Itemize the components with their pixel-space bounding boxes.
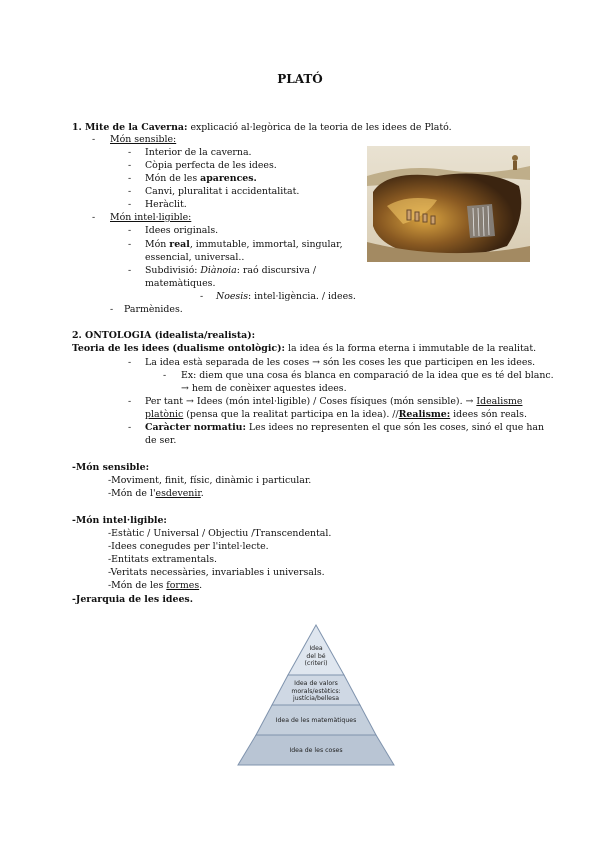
bullet-dash: -: [92, 134, 96, 145]
list-item: La idea està separada de les coses → són les coses les que participen en les idees.: [145, 357, 536, 368]
list-item-continued: matemàtiques.: [145, 278, 216, 289]
section2-heading: 2. ONTOLOGIA (idealista/realista):: [72, 330, 256, 341]
list-item-continued: de ser.: [145, 435, 177, 446]
bullet-dash: -: [128, 147, 132, 158]
list-item: [145, 239, 343, 251]
mon-sensible-label: Món sensible:: [110, 134, 177, 145]
list-item-underline: Idealisme: [476, 396, 523, 407]
bullet-dash: -: [128, 199, 132, 210]
section1-heading-rest: explicació al·legòrica de la teoria de les idees de Plató.: [187, 122, 452, 133]
bullet-dash: -: [128, 422, 132, 433]
list-item: Canvi, pluralitat i accidentalitat.: [145, 186, 300, 197]
pyramid-label-text: morals/estètics:: [291, 687, 341, 695]
list-item-text: (pensa que la realitat participa en la idea). //: [183, 409, 399, 420]
pyramid-label-base: Idea de les coses: [289, 747, 343, 754]
list-item-bold: aparences.: [200, 173, 257, 184]
list-item: -Idees conegudes per l'intel·lecte.: [108, 541, 269, 552]
jerarquia-heading: -Jerarquia de les idees.: [72, 594, 193, 605]
bullet-dash: -: [128, 173, 132, 184]
pyramid-label-text: Idea: [309, 645, 323, 652]
list-item-text: Món: [145, 239, 170, 250]
list-item: [145, 173, 257, 185]
list-item-text: : intel·ligència. / idees.: [248, 291, 356, 302]
section1-heading-bold: 1. Mite de la Caverna:: [72, 122, 188, 133]
list-item: [145, 265, 316, 277]
teoria-line: [72, 343, 536, 355]
cave-illustration: [367, 146, 530, 262]
list-item-bold: Caràcter normatiu:: [145, 422, 246, 433]
list-item-underline: esdevenir: [155, 488, 201, 499]
bullet-dash: -: [92, 212, 96, 223]
bullet-dash: -: [128, 265, 132, 276]
list-item: [108, 488, 204, 500]
sensible-heading: -Món sensible:: [72, 462, 150, 473]
teoria-rest: la idea és la forma eterna i immutable de la realitat.: [285, 343, 537, 354]
list-subitem-continued: → hem de conèixer aquestes idees.: [181, 383, 347, 394]
mon-inteligible-label: Món intel·ligible:: [110, 212, 192, 223]
list-item-bold: real: [169, 239, 190, 250]
list-item-text: Per tant → Idees (món intel·ligible) / Coses físiques (món sensible). →: [145, 396, 477, 407]
bullet-dash: -: [200, 291, 204, 302]
list-item: -Entitats extramentals.: [108, 554, 218, 565]
list-item-text: Subdivisió:: [145, 265, 201, 276]
list-item: [145, 422, 544, 434]
list-item-text: .: [200, 488, 204, 499]
pyramid-label-2: [282, 680, 350, 703]
list-item-underline: platònic: [145, 409, 184, 420]
pyramid-label-3: Idea de les matemàtiques: [275, 717, 357, 724]
bullet-dash: -: [128, 186, 132, 197]
list-item-text: -Món de l': [108, 488, 156, 499]
pyramid-label-text: Idea de valors: [294, 680, 338, 687]
list-item-text: idees són reals.: [450, 409, 527, 420]
list-item: Idees originals.: [145, 225, 219, 236]
list-item-italic: Diànoia: [200, 265, 237, 276]
pyramid-label-text: (criteri): [304, 660, 328, 667]
teoria-bold: Teoria de les idees (dualisme ontològic):: [72, 343, 286, 354]
list-subitem: Ex: diem que una cosa és blanca en comparació de la idea que es té del blanc.: [181, 370, 554, 381]
list-item-continued: [145, 409, 527, 421]
hierarchy-pyramid: [232, 623, 400, 767]
list-item-continued: essencial, universal..: [145, 252, 245, 263]
bullet-dash: -: [128, 357, 132, 368]
bullet-dash: -: [128, 396, 132, 407]
list-subitem: [216, 291, 356, 303]
section1-heading: [72, 122, 452, 134]
list-item-text: .: [199, 580, 203, 591]
pyramid-label-text: del bé: [306, 652, 326, 660]
bullet-dash: -: [128, 160, 132, 171]
pyramid-label-top: [296, 645, 336, 668]
list-item: -Moviment, finit, físic, dinàmic i particular.: [108, 475, 312, 486]
list-item: [145, 396, 522, 408]
list-item-text: , immutable, immortal, singular,: [189, 239, 343, 250]
list-item: Heràclit.: [145, 199, 187, 210]
bullet-dash: -: [163, 370, 167, 381]
list-item-text: -Món de les: [108, 580, 167, 591]
list-item: -Estàtic / Universal / Objectiu /Transcendental.: [108, 528, 332, 539]
list-item: Parmènides.: [124, 304, 183, 315]
page-title: PLATÓ: [277, 72, 323, 86]
list-item-underline: Realisme:: [398, 409, 451, 420]
list-item-text: Món de les: [145, 173, 201, 184]
list-item: -Veritats necessàries, invariables i universals.: [108, 567, 325, 578]
inteligible-heading: -Món intel·ligible:: [72, 515, 167, 526]
list-item-text: Les idees no representen el que són les coses, sinó el que han: [245, 422, 544, 433]
list-item: Interior de la caverna.: [145, 147, 252, 158]
list-item-italic: Noesis: [216, 291, 249, 302]
bullet-dash: -: [128, 225, 132, 236]
list-item-underline: formes: [166, 580, 200, 591]
pyramid-label-text: justícia/bellesa: [292, 695, 339, 702]
bullet-dash: -: [110, 304, 114, 315]
list-item: Còpia perfecta de les idees.: [145, 160, 277, 171]
list-item-text: : raó discursiva /: [236, 265, 316, 276]
bullet-dash: -: [128, 239, 132, 250]
list-item: [108, 580, 202, 592]
